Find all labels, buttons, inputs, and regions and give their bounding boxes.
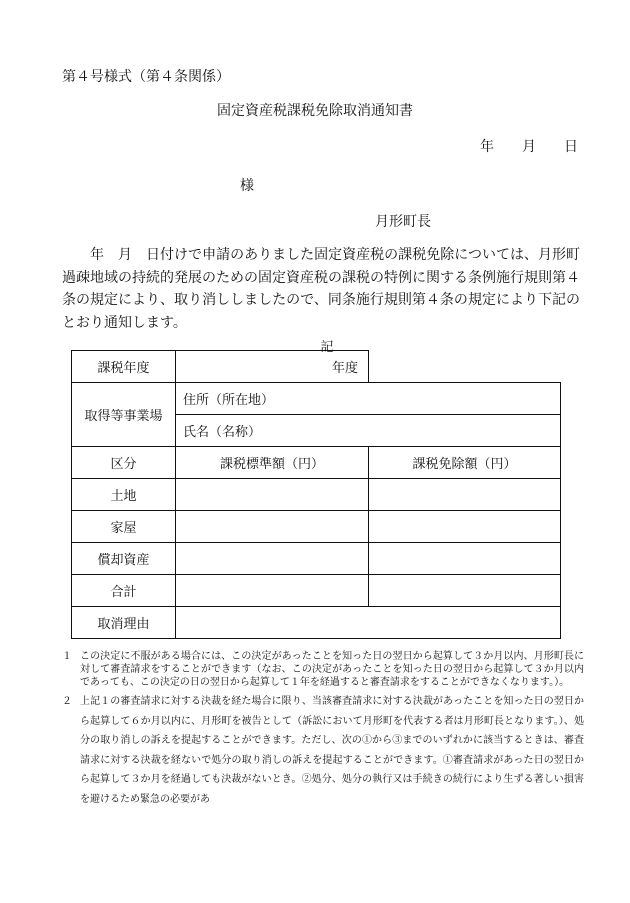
body-paragraph: 年 月 日付けで申請のありました固定資産税の課税免除については、月形町過疎地域の持続的発展のための固定資産税の課税の特例に関する条例施行規則第４条の規定により、取り消ししましたので、同条施行規則第４条の規定により下記のとおり通知します。 — [62, 247, 580, 331]
note-item — [62, 692, 584, 809]
standard-amount-cell — [176, 511, 369, 543]
row-label-house: 家屋 — [72, 511, 176, 543]
category-header: 区分 — [72, 447, 176, 479]
exempt-amount-header: 課税免除額（円） — [369, 447, 561, 479]
table-row — [72, 511, 561, 543]
note-number: ２ — [62, 696, 72, 707]
exempt-amount-cell — [369, 511, 561, 543]
tax-year-label: 課税年度 — [72, 351, 176, 383]
name-field: 氏名（名称） — [176, 415, 561, 447]
acquisition-site-label: 取得等事業場 — [72, 383, 176, 447]
reason-field — [176, 607, 561, 639]
address-field: 住所（所在地） — [176, 383, 561, 415]
date-day: 日 — [564, 139, 578, 155]
issuer: 月形町長 — [375, 214, 431, 230]
reason-row — [72, 607, 561, 639]
date-line — [452, 136, 578, 156]
standard-amount-header: 課税標準額（円） — [176, 447, 369, 479]
address-row — [72, 383, 561, 415]
document-title: 固定資産税課税免除取消通知書 — [217, 103, 413, 119]
note-text: 上記１の審査請求に対する決裁を経た場合に限り、当該審査請求に対する決裁があったことを知った日の翌日から起算して６か月以内に、月形町を被告として（訴訟において月形町を代表する者は月形町長となります。）、処分の取り消しの訴えを提起することができます。ただし、次の①から③までのいずれかに該当するときは、審査請求に対する決裁を経ないで処分の取り消しの訴えを提起することができます。①審査請求があった日の翌日から起算して３か月を経過しても決裁がないとき。②処分、処分の執行又は手続きの続行により生ずる著しい損害を避けるため緊急の必要があ — [80, 696, 584, 805]
note-number: １ — [62, 651, 72, 662]
addressee-suffix: 様 — [240, 178, 254, 194]
note-text: この決定に不服がある場合には、この決定があったことを知った日の翌日から起算して３か月以内、月形町長に対して審査請求をすることができます（なお、この決定があったことを知った日の翌日から起算して３か月以内であっても、この決定の日の翌日から起算して１年を経過すると審査請求をすることができなくなります。）。 — [80, 651, 584, 688]
table-row — [72, 543, 561, 575]
detail-table — [71, 350, 561, 639]
table-row — [72, 575, 561, 607]
row-label-depreciable-assets: 償却資産 — [72, 543, 176, 575]
exempt-amount-cell — [369, 479, 561, 511]
notes — [62, 650, 584, 809]
tax-year-row — [72, 351, 561, 383]
date-month: 月 — [522, 139, 536, 155]
standard-amount-cell — [176, 543, 369, 575]
row-label-land: 土地 — [72, 479, 176, 511]
table-row — [72, 479, 561, 511]
standard-amount-cell — [176, 575, 369, 607]
note-item — [62, 650, 584, 689]
amount-header-row — [72, 447, 561, 479]
form-label: 第４号様式（第４条関係） — [62, 69, 230, 85]
tax-year-unit: 年度 — [331, 361, 358, 376]
exempt-amount-cell — [369, 575, 561, 607]
reason-label: 取消理由 — [72, 607, 176, 639]
ki-mark: 記 — [320, 340, 334, 355]
tax-year-value — [176, 351, 369, 383]
date-year: 年 — [480, 139, 494, 155]
standard-amount-cell — [176, 479, 369, 511]
exempt-amount-cell — [369, 543, 561, 575]
row-label-total: 合計 — [72, 575, 176, 607]
